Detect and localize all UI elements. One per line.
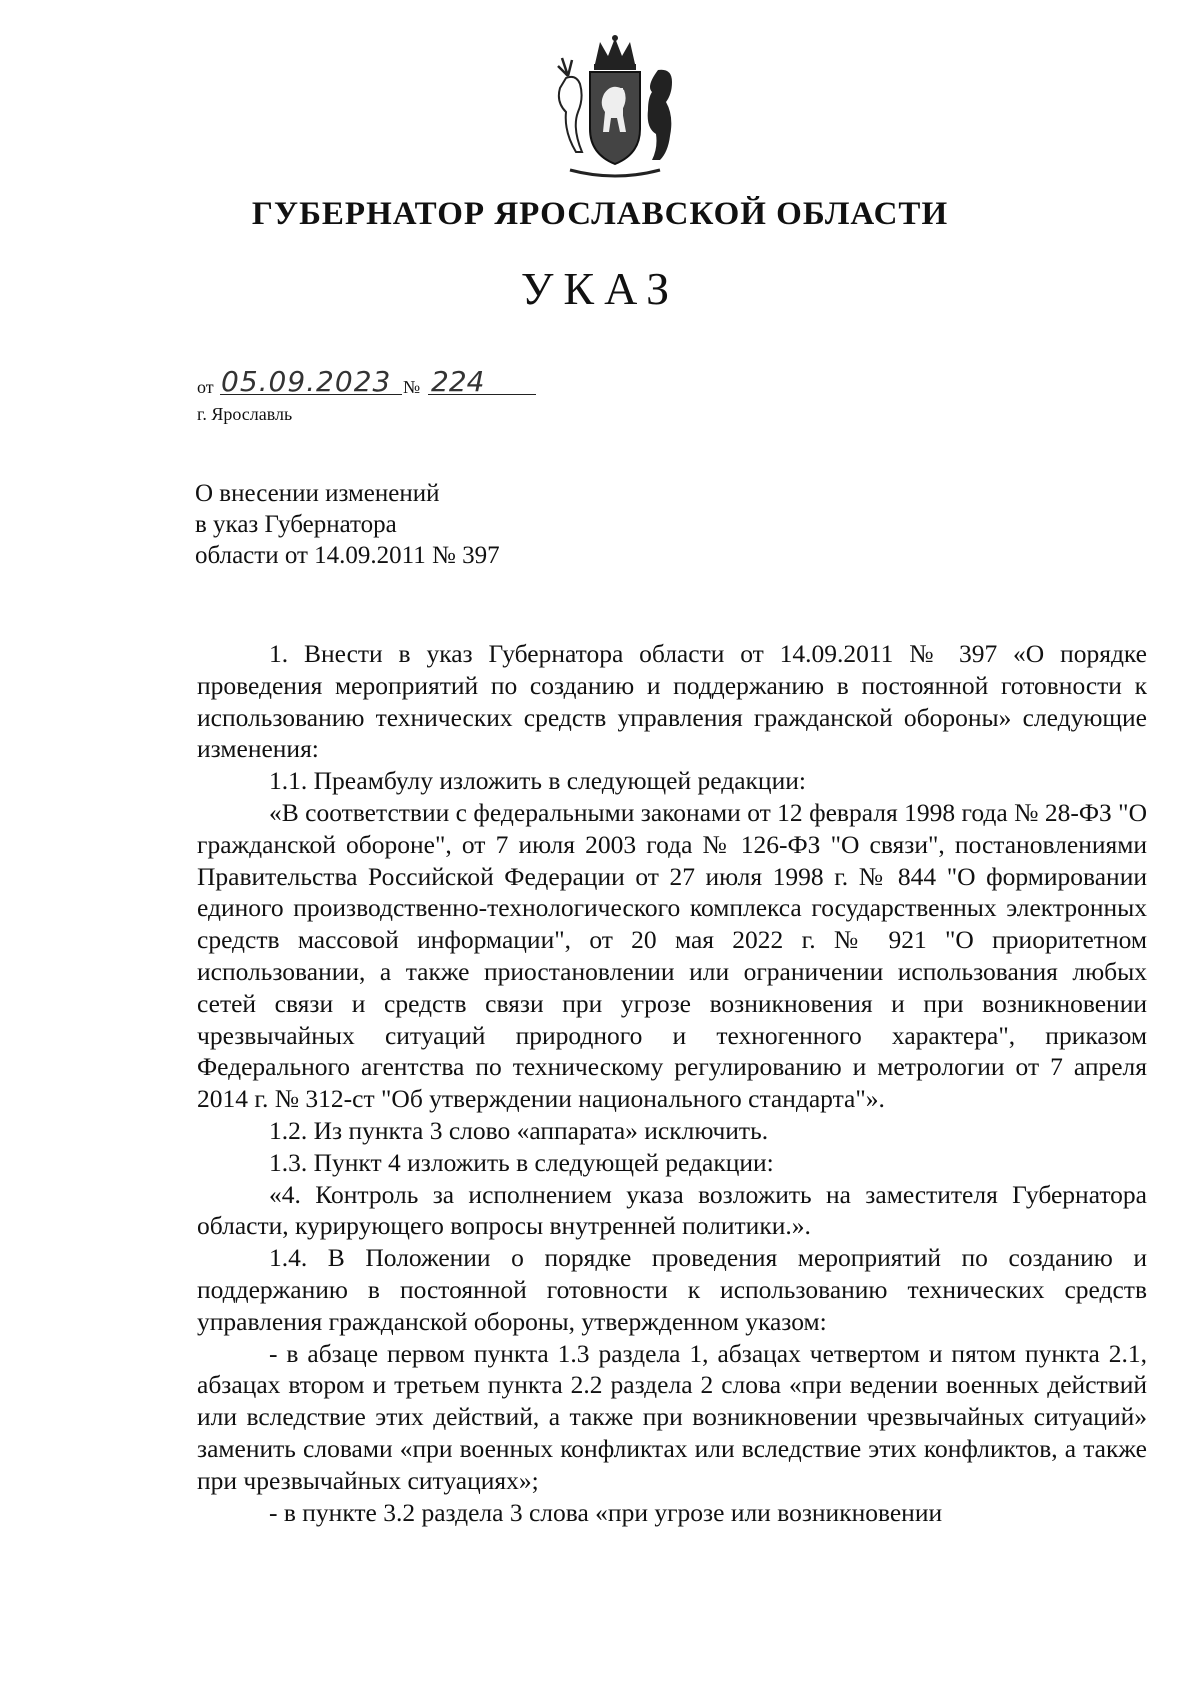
date-prefix: от (197, 377, 214, 397)
date-value: 05.09.2023 (221, 365, 392, 398)
paragraph: «В соответствии с федеральными законами от 12 февраля 1998 года № 28-ФЗ "О гражданской обороне", от 7 июля 2003 года № 126-ФЗ "О связи", постановлениями Правительства Российской Федерации от 27 июля 1998 г. № 844 "О формировании единого производственно-технологического комплекса государственных электронных средств массовой информации", от 20 мая 2022 г. № 921 "О приоритетном использовании, а также приостановлении или ограничении использования любых сетей связи и средств связи при угрозе возникновения и при возникновении чрезвычайных ситуаций природного и техногенного характера", приказом Федерального агентства по техническому регулированию и метрологии от 7 апреля 2014 г. № 312-ст "Об утверждении национального стандарта"». (197, 797, 1147, 1114)
date-underline (220, 394, 402, 395)
paragraph: 1.2. Из пункта 3 слово «аппарата» исключить. (269, 1115, 769, 1145)
subject-block (195, 478, 500, 571)
paragraph: 1.4. В Положении о порядке проведения мероприятий по созданию и поддержанию в постоянной готовности к использованию технических средств управления гражданской обороны, утвержденном указом: (197, 1243, 1147, 1336)
document-body (197, 638, 1147, 1528)
number-value: 224 (431, 365, 485, 398)
paragraph: 1.1. Преамбулу изложить в следующей редакции: (269, 766, 806, 796)
paragraph: «4. Контроль за исполнением указа возложить на заместителя Губернатора области, курирующего вопросы внутренней политики.». (197, 1179, 1147, 1241)
paragraph: - в абзаце первом пункта 1.3 раздела 1, абзацах четвертом и пятом пункта 2.1, абзацах втором и третьем пункта 2.2 раздела 2 слова «при ведении военных действий или вследствие этих действий, а также при возникновении чрезвычайных ситуаций» заменить словами «при военных конфликтах или вследствие этих конфликтов, а также при чрезвычайных ситуациях»; (197, 1338, 1147, 1495)
subject-line: О внесении изменений (195, 480, 440, 507)
org-title: ГУБЕРНАТОР ЯРОСЛАВСКОЙ ОБЛАСТИ (251, 196, 949, 232)
paragraph: - в пункте 3.2 раздела 3 слова «при угрозе или возникновении (269, 1497, 943, 1527)
city: г. Ярославль (197, 404, 293, 424)
subject-line: в указ Губернатора (195, 511, 397, 538)
doc-type-title: УКАЗ (520, 263, 680, 314)
paragraph: 1.3. Пункт 4 изложить в следующей редакции: (269, 1147, 774, 1177)
number-underline (428, 394, 536, 395)
yaroslavl-oblast-coat-of-arms-icon (540, 34, 690, 184)
subject-line: области от 14.09.2011 № 397 (195, 542, 500, 569)
number-prefix: № (403, 377, 421, 397)
paragraph: 1. Внести в указ Губернатора области от 14.09.2011 № 397 «О порядке проведения мероприятий по созданию и поддержанию в постоянной готовности к использованию технических средств управления гражданской обороны» следующие изменения: (197, 639, 1147, 764)
